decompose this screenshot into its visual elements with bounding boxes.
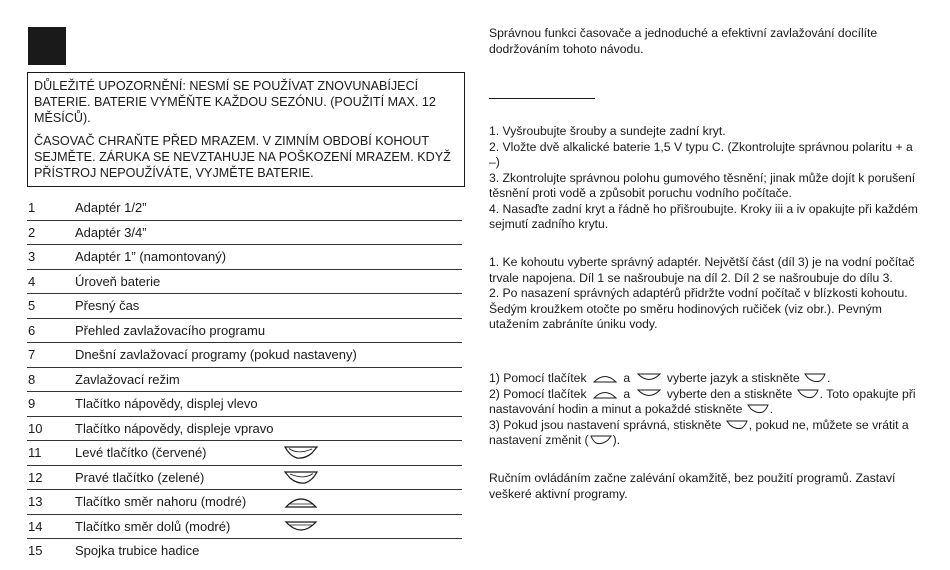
part-number: 11 (28, 445, 42, 460)
settings-text: , pokud ne, můžete se vrátit a nastavení změnit ( (489, 417, 909, 447)
warning-box (27, 72, 465, 187)
battery-instructions (489, 124, 921, 233)
battery-step: 2. Vložte dvě alkalické baterie 1,5 V typu C. (Zkontrolujte správnou polaritu + a –) (489, 139, 913, 169)
part-label: Tlačítko směr nahoru (modré) (75, 494, 247, 509)
part-label: Dnešní zavlažovací programy (pokud nastaveny) (75, 347, 357, 362)
part-row (27, 515, 462, 540)
part-label: Tlačítko nápovědy, displej vlevo (75, 396, 258, 411)
settings-text: . (827, 371, 831, 385)
battery-step: 1. Vyšroubujte šrouby a sundejte zadní kryt. (489, 124, 726, 138)
part-label: Spojka trubice hadice (75, 543, 200, 558)
part-number: 10 (28, 420, 43, 436)
section-marker (28, 27, 66, 65)
part-number: 8 (28, 371, 36, 387)
part-row (27, 441, 462, 466)
part-label: Adaptér 1” (namontovaný) (75, 249, 227, 264)
part-row (27, 294, 462, 319)
down-button-icon (636, 388, 662, 400)
part-row (27, 343, 462, 368)
right-button-icon (283, 469, 319, 487)
intro-section (489, 26, 921, 57)
part-row (27, 245, 462, 270)
left-button-icon (283, 444, 319, 462)
intro-text: Správnou funkci časovače a jednoduché a efektivní zavlažování docílíte dodržováním tohoto návodu. (489, 26, 878, 56)
adapter-step: 1. Ke kohoutu vyberte správný adaptér. Největší část (díl 3) je na vodní počítač trvale napojena. Díl 1 se našroubuje na díl 2. Díl 2 se našroubuje do dílu 3. (489, 255, 915, 285)
settings-text: 2) Pomocí tlačítek (489, 386, 587, 401)
part-label: Levé tlačítko (červené) (75, 445, 207, 460)
settings-text: . Toto opakujte při nastavování hodin a minut a pokaždé stiskněte (489, 386, 916, 416)
settings-text: 1) Pomocí tlačítek (489, 371, 587, 385)
part-row (27, 392, 462, 417)
right-button-icon (747, 403, 769, 415)
section-divider (489, 98, 595, 99)
settings-text: vyberte den a stiskněte (666, 386, 793, 401)
down-button-icon (636, 372, 662, 384)
part-number: 3 (28, 249, 36, 264)
part-number: 2 (28, 224, 36, 240)
part-row (27, 196, 462, 221)
settings-text: a (623, 386, 631, 401)
manual-section (489, 471, 921, 502)
part-label: Adaptér 1/2” (75, 200, 147, 215)
part-row (27, 270, 462, 295)
part-row (27, 539, 462, 563)
up-button-icon (592, 388, 618, 400)
part-row (27, 319, 462, 344)
settings-step-2 (489, 387, 921, 418)
part-label: Přesný čas (75, 298, 140, 313)
part-number: 14 (28, 518, 43, 534)
settings-step-3 (489, 418, 921, 449)
part-number: 5 (28, 298, 36, 313)
part-label: Zavlažovací režim (75, 371, 180, 387)
part-row (27, 466, 462, 491)
up-button-icon (592, 372, 618, 384)
down-button-icon (283, 518, 319, 536)
adapter-step: 2. Po nasazení správných adaptérů přidržte vodní počítač v blízkosti kohoutu. Šedým kroužkem otočte po směru hodinových ručiček (viz obr.). Pevným utažením zabráníte úniku vody. (489, 286, 908, 331)
part-row (27, 221, 462, 246)
right-button-icon (804, 372, 826, 384)
part-number: 7 (28, 347, 36, 362)
settings-instructions (489, 371, 921, 449)
settings-text: . (769, 402, 774, 416)
part-number: 15 (28, 543, 43, 558)
part-row (27, 417, 462, 442)
part-row (27, 490, 462, 515)
left-button-icon (590, 434, 612, 446)
part-label: Pravé tlačítko (zelené) (75, 469, 205, 485)
part-row (27, 368, 462, 393)
settings-text: 3) Pokud jsou nastavení správná, stiskněte (489, 417, 722, 432)
part-number: 6 (28, 322, 36, 338)
part-label: Adaptér 3/4” (75, 224, 147, 240)
manual-text: Ručním ovládáním začne zalévání okamžitě, bez použití programů. Zastaví veškeré aktivní programy. (489, 471, 896, 501)
part-label: Úroveň baterie (75, 273, 161, 289)
settings-text: vyberte jazyk a stiskněte (666, 371, 800, 385)
battery-step: 4. Nasaďte zadní kryt a řádně ho přišroubujte. Kroky iii a iv opakujte při každém sejmutí zadního krytu. (489, 201, 918, 231)
part-label: Tlačítko nápovědy, displeje vpravo (75, 420, 274, 436)
settings-step-1 (489, 371, 921, 387)
part-label: Přehled zavlažovacího programu (75, 322, 266, 338)
part-label: Tlačítko směr dolů (modré) (75, 518, 231, 534)
up-button-icon (283, 493, 319, 511)
right-button-icon (797, 388, 819, 400)
part-number: 12 (28, 469, 43, 485)
warning-paragraph-1: DŮLEŽITÉ UPOZORNĚNÍ: NESMÍ SE POUŽÍVAT ZNOVUNABÍJECÍ BATERIE. BATERIE VYMĚŇTE KAŽDOU SEZÓNU. (POUŽITÍ MAX. 12 MĚSÍCŮ). (34, 79, 436, 125)
settings-text: a (623, 371, 631, 385)
right-button-icon (726, 419, 748, 431)
battery-step: 3. Zkontrolujte správnou polohu gumového těsnění; jinak může dojít k porušení těsnění proti vodě a způsobit poruchu vodního počítače. (489, 170, 916, 200)
warning-paragraph-2: ČASOVAČ CHRAŇTE PŘED MRAZEM. V ZIMNÍM OBDOBÍ KOHOUT SEJMĚTE. ZÁRUKA SE NEVZTAHUJE NA POŠKOZENÍ MRAZEM. KDYŽ PŘÍSTROJ NEPOUŽÍVÁTE, VYJMĚTE BATERIE. (34, 134, 451, 180)
parts-list (27, 196, 462, 563)
adapter-instructions (489, 255, 921, 333)
part-number: 13 (28, 494, 43, 509)
part-number: 1 (28, 200, 36, 215)
settings-text: ). (612, 433, 621, 447)
part-number: 4 (28, 273, 36, 289)
part-number: 9 (28, 396, 36, 411)
